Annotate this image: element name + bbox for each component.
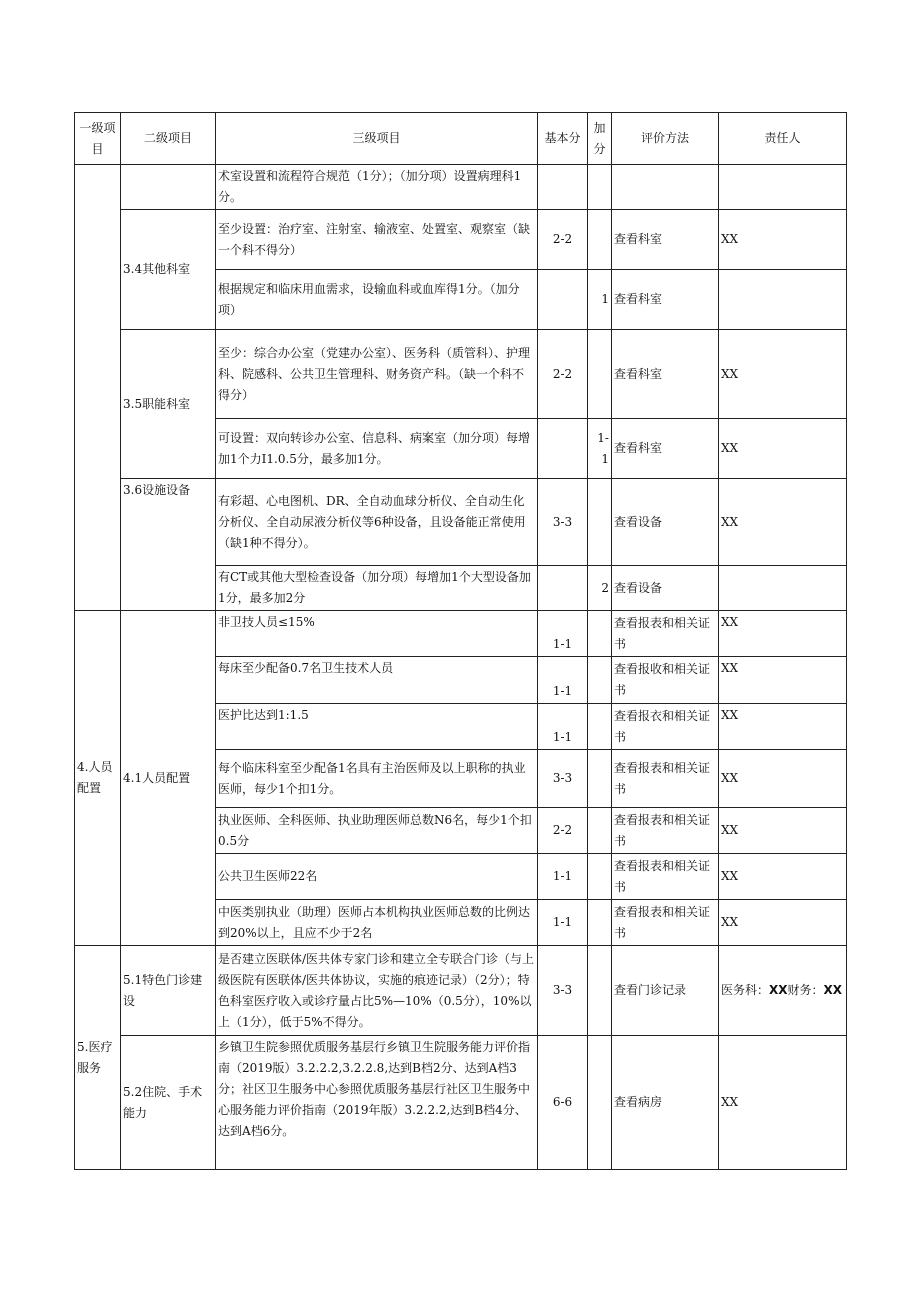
method-cell: 查看报衣和相关证书 (612, 704, 719, 750)
level2-cell: 3.5职能科室 (121, 330, 216, 479)
base-score-cell: 2-2 (538, 330, 588, 419)
header-bonus-score: 加分 (588, 113, 612, 165)
base-score-cell (538, 270, 588, 330)
table-row (75, 165, 847, 210)
item-cell: 公共卫生医师22名 (216, 854, 538, 900)
item-cell: 有彩超、心电图机、DR、全自动血球分析仪、全自动生化分析仪、全自动尿液分析仪等6种设备，且设备能正常使用（缺1种不得分）。 (216, 479, 538, 566)
owner-cell: XX (719, 704, 847, 750)
level2-cell: 5.2住院、手术能力 (121, 1036, 216, 1170)
bonus-score-cell: 1-1 (588, 419, 612, 479)
bonus-score-cell: 2 (588, 566, 612, 611)
item-cell: 执业医师、全科医师、执业助理医师总数N6名，每少1个扣0.5分 (216, 808, 538, 854)
method-cell: 查看科室 (612, 419, 719, 479)
base-score-cell: 6-6 (538, 1036, 588, 1170)
owner-cell: XX (719, 854, 847, 900)
bonus-score-cell (588, 479, 612, 566)
item-cell: 是否建立医联体/医共体专家门诊和建立全专联合门诊（与上级医院有医联体/医共体协议，实施的痕迹记录）（2分）；特色科室医疗收入或诊疗量占比5%—10%（0.5分），10%以上（1分），低于5%不得分。 (216, 946, 538, 1036)
base-score-cell: 3-3 (538, 750, 588, 808)
bonus-score-cell (588, 657, 612, 704)
table-row (75, 210, 847, 270)
owner-cell: XX (719, 657, 847, 704)
owner-cell: XX (719, 479, 847, 566)
owner-finance-name: XX (823, 983, 843, 997)
bonus-score-cell (588, 704, 612, 750)
level2-cell: 3.6设施设备 (121, 479, 216, 611)
item-cell: 中医类别执业（助理）医师占本机构执业医师总数的比例达到20%以上，且应不少于2名 (216, 900, 538, 946)
level1-cell-empty (75, 165, 121, 611)
item-cell: 术室设置和流程符合规范（1分）；（加分项）设置病理科1分。 (216, 165, 538, 210)
base-score-cell (538, 419, 588, 479)
method-cell: 查看病房 (612, 1036, 719, 1170)
item-cell: 至少：综合办公室（党建办公室）、医务科（质管科）、护理科、院感科、公共卫生管理科、财务资产科。（缺一个科不得分） (216, 330, 538, 419)
item-cell: 可设置：双向转诊办公室、信息科、病案室（加分项）每增加1个力I1.0.5分，最多加1分。 (216, 419, 538, 479)
evaluation-table (74, 112, 847, 1170)
bonus-score-cell (588, 611, 612, 657)
method-cell (612, 165, 719, 210)
owner-cell: XX (719, 419, 847, 479)
item-cell: 医护比达到1:1.5 (216, 704, 538, 750)
header-method: 评价方法 (612, 113, 719, 165)
bonus-score-cell (588, 946, 612, 1036)
method-cell: 查看报表和相关证书 (612, 808, 719, 854)
table-row (75, 611, 847, 657)
bonus-score-cell (588, 210, 612, 270)
method-cell: 查看报表和相关证书 (612, 900, 719, 946)
header-level3: 三级项目 (216, 113, 538, 165)
base-score-cell: 1-1 (538, 611, 588, 657)
owner-cell: XX (719, 611, 847, 657)
item-cell: 根据规定和临床用血需求，设输血科或血库得1分。（加分项） (216, 270, 538, 330)
bonus-score-cell (588, 854, 612, 900)
base-score-cell: 3-3 (538, 946, 588, 1036)
method-cell: 查看报表和相关证书 (612, 611, 719, 657)
level1-cell: 5.医疗服务 (75, 946, 121, 1170)
bonus-score-cell: 1 (588, 270, 612, 330)
owner-cell: XX (719, 808, 847, 854)
owner-medical-label: 医务科： (721, 983, 770, 997)
level2-cell: 4.1人员配置 (121, 611, 216, 946)
table-row (75, 1036, 847, 1170)
bonus-score-cell (588, 330, 612, 419)
owner-cell: XX (719, 330, 847, 419)
item-cell: 有CT或其他大型检查设备（加分项）每增加1个大型设备加1分，最多加2分 (216, 566, 538, 611)
base-score-cell: 1-1 (538, 854, 588, 900)
base-score-cell: 2-2 (538, 808, 588, 854)
owner-cell (719, 270, 847, 330)
level1-cell: 4.人员配置 (75, 611, 121, 946)
item-cell: 至少设置：治疗室、注射室、输液室、处置室、观察室（缺一个科不得分） (216, 210, 538, 270)
header-level2: 二级项目 (121, 113, 216, 165)
owner-cell: XX (719, 900, 847, 946)
owner-cell: XX (719, 1036, 847, 1170)
header-owner: 责任人 (719, 113, 847, 165)
owner-cell: XX (719, 210, 847, 270)
base-score-cell: 3-3 (538, 479, 588, 566)
method-cell: 查看报收和相关证书 (612, 657, 719, 704)
item-cell: 乡镇卫生院参照优质服务基层行乡镇卫生院服务能力评价指南（2019版）3.2.2.2,3.2.2.8,达到B档2分、达到A档3分；社区卫生服务中心参照优质服务基层行社区卫生服务中心服务能力评价指南（2019年版）3.2.2.2,达到B档4分、达到A档6分。 (216, 1036, 538, 1170)
method-cell: 查看科室 (612, 270, 719, 330)
method-cell: 查看设备 (612, 566, 719, 611)
method-cell: 查看科室 (612, 330, 719, 419)
item-cell: 每床至少配备0.7名卫生技术人员 (216, 657, 538, 704)
base-score-cell: 1-1 (538, 704, 588, 750)
table-row (75, 479, 847, 566)
table-row (75, 946, 847, 1036)
item-cell: 每个临床科室至少配备1名具有主治医师及以上职称的执业医师，每少1个扣1分。 (216, 750, 538, 808)
bonus-score-cell (588, 165, 612, 210)
bonus-score-cell (588, 900, 612, 946)
method-cell: 查看科室 (612, 210, 719, 270)
base-score-cell (538, 566, 588, 611)
method-cell: 查看设备 (612, 479, 719, 566)
bonus-score-cell (588, 808, 612, 854)
method-cell: 查看报表和相关证书 (612, 854, 719, 900)
bonus-score-cell (588, 750, 612, 808)
owner-cell: XX (719, 750, 847, 808)
base-score-cell: 2-2 (538, 210, 588, 270)
bonus-score-cell (588, 1036, 612, 1170)
base-score-cell (538, 165, 588, 210)
base-score-cell: 1-1 (538, 900, 588, 946)
owner-finance-label: 财务： (787, 983, 824, 997)
level2-cell (121, 165, 216, 210)
level2-cell: 5.1特色门诊建设 (121, 946, 216, 1036)
header-base-score: 基本分 (538, 113, 588, 165)
method-cell: 查看报表和相关证书 (612, 750, 719, 808)
owner-cell (719, 165, 847, 210)
header-row (75, 113, 847, 165)
owner-cell (719, 566, 847, 611)
header-level1: 一级项目 (75, 113, 121, 165)
method-cell: 查看门诊记录 (612, 946, 719, 1036)
table-row (75, 330, 847, 419)
level2-cell: 3.4其他科室 (121, 210, 216, 330)
owner-cell (719, 946, 847, 1036)
item-cell: 非卫技人员≤15% (216, 611, 538, 657)
base-score-cell: 1-1 (538, 657, 588, 704)
owner-medical-name: XX (769, 983, 788, 997)
